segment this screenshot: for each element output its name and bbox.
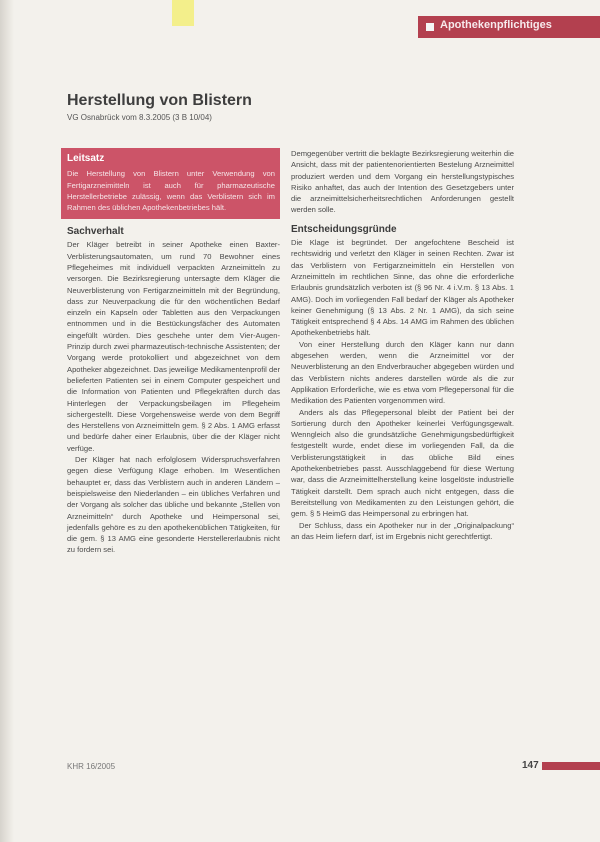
- right-column: [291, 148, 514, 542]
- left-column: [61, 148, 280, 556]
- entscheidungsgruende-heading: Entscheidungsgründe: [291, 223, 397, 235]
- page-number: 147: [522, 760, 539, 771]
- footer-accent-bar: [542, 762, 600, 770]
- section-label: Apothekenpflichtiges: [440, 19, 552, 31]
- sachverhalt-paragraph-2: Der Kläger hat nach erfolglosem Widerspruchsverfahren gegen diese Verfügung Klage erhoben. Im Wesentlichen behauptet er, dass das Verblistern auch in anderen Ländern – beispielsweise den Niederlanden – ein übliches Verfahren und der Vorgang als solcher das übliche und bekannte „Stellen von Arzneimitteln“ durch Apotheke und Heimpersonal sei, jedenfalls gehöre es zu den apothekenüblichen Tätigkeiten, für die gem. § 13 AMG eine gesonderte Herstellererlaubnis nicht zu fordern sei.: [67, 455, 280, 555]
- sachverhalt-heading: Sachverhalt: [67, 226, 124, 238]
- leitsatz-box: [61, 148, 280, 219]
- section-header: [418, 16, 600, 38]
- journal-citation: KHR 16/2005: [67, 762, 116, 771]
- sticky-note: [172, 0, 194, 26]
- court-citation: VG Osnabrück vom 8.3.2005 (3 B 10/04): [67, 113, 212, 122]
- decision-paragraph-4: Der Schluss, dass ein Apotheker nur in der „Originalpackung“ an das Heim liefern darf, ist im Ergebnis nicht gerechtfertigt.: [291, 520, 514, 541]
- leitsatz-title: Leitsatz: [67, 153, 105, 164]
- square-bullet-icon: [426, 23, 434, 31]
- leitsatz-text: Die Herstellung von Blistern unter Verwendung von Fertigarzneimitteln ist auch für pharmazeutische Herstellerbetriebe zulässig, wenn das Verblistern sich im Rahmen des üblichen Apothekenbetriebes hält.: [67, 169, 275, 212]
- decision-paragraph-2: Von einer Herstellung durch den Kläger kann nur dann abgesehen werden, wenn die Arzneimittel vor der Neuverblisterung an den Endverbraucher abgegeben würden und das Verblistern nichts anderes darstellen würde als die zur Applikation Erforderliche, wie es etwa vom Pflegepersonal für die Medikation des Patienten vorgenommen wird.: [291, 339, 514, 406]
- page-gutter-shadow: [0, 0, 14, 842]
- decision-paragraph-1: Die Klage ist begründet. Der angefochtene Bescheid ist rechtswidrig und verletzt den Kläger in seinen Rechten. Zwar ist das Verblistern von Fertigarzneimitteln ein Herstellen von Arzneimitteln im rechtlichen Sinne, das ohne die erforderliche Erlaubnis grundsätzlich verboten ist (§ 96 Nr. 4 i.V.m. § 13 Abs. 1 AMG). Doch im vorliegenden Fall bedarf der Kläger als Apotheker keiner Genehmigung (§ 13 Abs. 2 Nr. 1 AMG), da sich seine Tätigkeit entsprechend § 4 Abs. 14 AMG im Rahmen des üblichen Apothekenbetriebs hält.: [291, 238, 514, 338]
- right-intro-paragraph: Demgegenüber vertritt die beklagte Bezirksregierung weiterhin die Ansicht, dass mit der patientenorientierten Bestelung Arzneimittel produziert werden und dem Vorgang ein herstellungstypisches Risiko anhaftet, das auch der Intention des Gesetzgebers unter die arzneimittelsicherheitsrechtlichen Anforderungen gestellt werden solle.: [291, 149, 514, 215]
- decision-paragraph-3: Anders als das Pflegepersonal bleibt der Patient bei der Sortierung durch den Apotheker keinerlei Verfügungsgewalt. Wenngleich also die grundsätzliche Genehmigungsbedürftigkeit festgestellt wurde, endet diese im vorliegenden Fall, da die Verblisterungstätigkeit in das übliche Bild eines Apothekenbetriebes passt. Ausschlaggebend für diese Wertung war, dass die Arzneimittelherstellung keine losgelöste industrielle Tätigkeit darstellt. Dem sprach auch nicht entgegen, dass die Bereitstellung von Medikamenten zu den Leistungen gehört, die gem. § 5 HeimG das Heimpersonal zu erbringen hat.: [291, 407, 514, 519]
- sachverhalt-paragraph-1: Der Kläger betreibt in seiner Apotheke einen Baxter-Verblisterungsautomaten, um rund 70 Bewohner eines Pflegeheimes mit individuell verpackten Arzneimitteln zu versorgen. Die Bezirksregierung untersagte dem Kläger die Neuverblisterung von Fertigarzneimitteln mit der Begründung, dass zur Neuverpackung die für den wöchentlichen Bedarf einzeln ein Kapseln oder Tabletten aus den Verpackungen entnommen und in die Bestückungsfächer des Automaten eingefüllt würden. Dies geschehe unter dem Vier-Augen-Prinzip durch zwei pharmazeutisch-technische Assistenten; der Vorgang werde protokolliert und abgezeichnet von dem Apotheker abgezeichnet. Das jeweilige Medikamentenprofil der belieferten Patienten sei in einem Computer gespeichert und die Information von Patienten und Pflegekräften durch das Hinterlegen der Verpackungsbeilagen im Pflegeheim sichergestellt. Diese Vorgehensweise werde von dem Begriff des Herstellens von Arzneimitteln gem. § 2 Abs. 1 AMG erfasst und bedürfe daher einer Erlaubnis, über die der Kläger nicht verfüge.: [67, 240, 280, 453]
- article-title: Herstellung von Blistern: [67, 92, 252, 109]
